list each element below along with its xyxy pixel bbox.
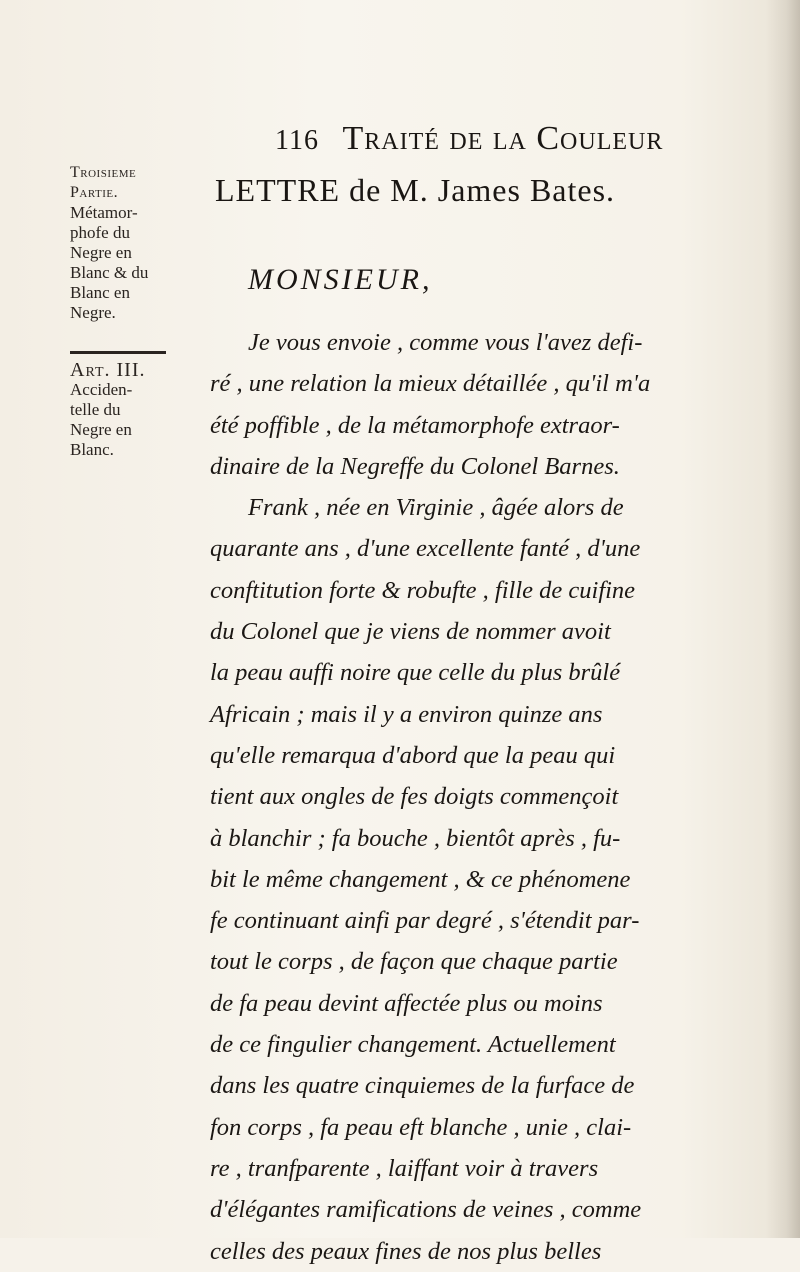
letter-body	[210, 322, 770, 1272]
text-line: d'élégantes ramifications de veines , comme	[210, 1196, 642, 1224]
margin-line: Troisieme	[70, 164, 137, 181]
text-line: re , tranfparente , laiffant voir à travers	[210, 1154, 599, 1182]
margin-line: Métamor-	[70, 203, 138, 222]
text-line: tout le corps , de façon que chaque partie	[210, 948, 618, 976]
margin-line: Blanc.	[70, 440, 114, 459]
text-line: Frank , née en Virginie , âgée alors de	[248, 494, 624, 522]
text-line: fe continuant ainfi par degré , s'étendit par-	[210, 907, 640, 935]
margin-line: Negre en	[70, 420, 132, 439]
text-line: Africain ; mais il y a environ quinze ans	[210, 700, 603, 728]
text-line: qu'elle remarqua d'abord que la peau qui	[210, 741, 616, 769]
text-line: celles des peaux fines de nos plus belles	[210, 1237, 602, 1265]
margin-line: Negre.	[70, 303, 116, 322]
text-line: dinaire de la Negreffe du Colonel Barnes.	[210, 452, 620, 480]
text-line: Je vous envoie , comme vous l'avez defi-	[248, 329, 643, 356]
text-line: tient aux ongles de fes doigts commençoit	[210, 783, 619, 811]
page-number: 116	[275, 125, 319, 156]
margin-line: Blanc en	[70, 283, 130, 302]
text-line: à blanchir ; fa bouche , bientôt après , fu-	[210, 824, 621, 852]
margin-line: Acciden-	[70, 380, 133, 399]
text-line: bit le même changement , & ce phénomene	[210, 865, 631, 893]
text-line: de fa peau devint affectée plus ou moins	[210, 989, 603, 1017]
text-line: de ce fingulier changement. Actuellement	[210, 1031, 616, 1059]
running-head	[275, 120, 663, 158]
letter-title: LETTRE de M. James Bates.	[215, 172, 616, 208]
text-line: ré , une relation la mieux détaillée , qu'il m'a	[210, 370, 651, 398]
salutation: MONSIEUR,	[248, 263, 433, 296]
margin-note-section	[70, 163, 165, 323]
running-title: Traité de la Couleur	[342, 120, 664, 157]
text-line: fon corps , fa peau eft blanche , unie , clai-	[210, 1113, 632, 1141]
margin-line: Blanc & du	[70, 263, 149, 282]
page-edge-shadow	[766, 0, 800, 1238]
margin-line: telle du	[70, 400, 121, 419]
text-line: dans les quatre cinquiemes de la furface de	[210, 1072, 635, 1100]
margin-line: Negre en	[70, 243, 132, 262]
article-number: Art. III.	[70, 359, 146, 381]
margin-note-article	[70, 360, 180, 460]
margin-line: phofe du	[70, 223, 130, 242]
text-line: du Colonel que je viens de nommer avoit	[210, 618, 611, 646]
margin-line: Partie.	[70, 184, 119, 201]
text-line: la peau auffi noire que celle du plus brûlé	[210, 659, 621, 687]
text-line: été poffible , de la métamorphofe extraor-	[210, 411, 620, 439]
text-line: conftitution forte & robufte , fille de cuifine	[210, 576, 636, 604]
margin-rule	[70, 351, 166, 354]
text-line: quarante ans , d'une excellente fanté , d'une	[210, 535, 641, 563]
